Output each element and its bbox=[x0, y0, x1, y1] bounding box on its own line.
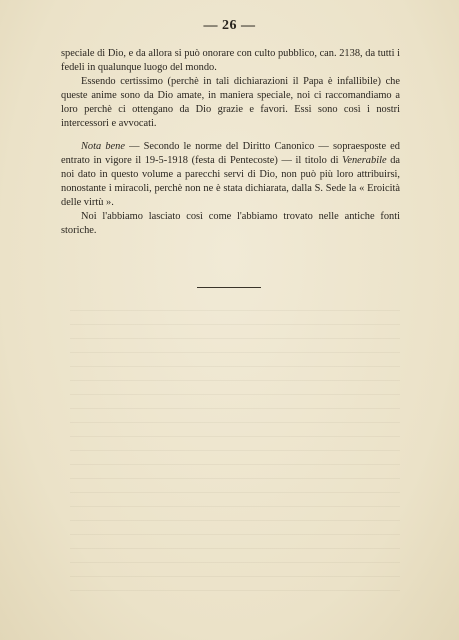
paragraph-continuation: speciale di Dio, e da allora si può onorare con culto pubblico, can. 2138, da tutti i fedeli in qualunque luogo del mondo. bbox=[61, 48, 400, 73]
paragraph-closing: Noi l'abbiamo lasciato così come l'abbiamo trovato nelle antiche fonti storiche. bbox=[61, 211, 400, 236]
page-body bbox=[61, 47, 400, 238]
nota-text-1: — Secondo le norme del Diritto Canonico — sopraesposte ed entrato in vigore il 19-5-1918 (festa di Pentecoste) — il titolo di bbox=[61, 141, 400, 166]
nota-text-2: da noi dato in questo volume a parecchi servi di Dio, non può più loro attribuirsi, nonostante i miracoli, perchè non ne è stata dichiarata, dalla S. Sede la « Eroicità delle virtù ». bbox=[61, 155, 400, 208]
bleed-through-texture bbox=[70, 300, 400, 600]
paragraph-intercessors: Essendo certissimo (perchè in tali dichiarazioni il Papa è infallibile) che queste anime sono da Dio amate, in maniera speciale, noi ci raccomandiamo a loro perchè ci ottengano da Dio grazie e favori. Essi sono così i nostri intercessori e avvocati. bbox=[61, 76, 400, 129]
page-number: — 26 — bbox=[203, 18, 256, 33]
section-divider bbox=[197, 287, 261, 288]
nota-bene-label: Nota bene bbox=[81, 141, 125, 152]
venerabile-term: Venerabile bbox=[342, 155, 387, 166]
paragraph-nota-bene bbox=[61, 140, 400, 210]
